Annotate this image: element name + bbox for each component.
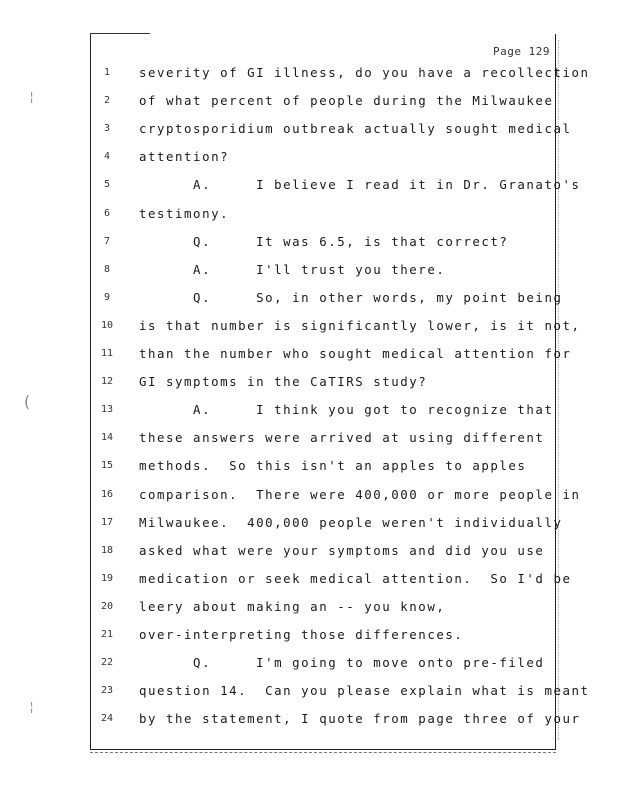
line-number: 17	[100, 516, 114, 528]
transcript-line	[0, 373, 618, 393]
line-number: 15	[100, 460, 114, 472]
line-number: 20	[100, 600, 114, 612]
transcript-line	[0, 345, 618, 365]
line-text: medication or seek medical attention. So I'd be	[139, 570, 572, 586]
transcript-line	[0, 570, 618, 590]
line-number: 3	[103, 123, 111, 135]
line-text: severity of GI illness, do you have a recollection	[139, 65, 590, 80]
scan-artifact-mark: ¦	[28, 90, 36, 104]
transcript-line	[0, 205, 618, 225]
line-number: 12	[100, 376, 114, 388]
line-text: these answers were arrived at using different	[139, 430, 545, 446]
line-text: than the number who sought medical attention for	[139, 346, 572, 361]
line-text: GI symptoms in the CaTIRS study?	[139, 374, 428, 390]
line-number: 10	[100, 319, 114, 331]
line-number: 1	[103, 67, 111, 78]
transcript-line	[0, 317, 618, 337]
transcript-line	[0, 92, 618, 112]
transcript-line	[0, 233, 618, 253]
transcript-line	[0, 682, 618, 702]
line-text: leery about making an -- you know,	[139, 598, 446, 614]
line-number: 19	[100, 572, 114, 584]
line-text: comparison. There were 400,000 or more people in	[139, 486, 581, 502]
line-text: over-interpreting those differences.	[139, 627, 464, 642]
line-number: 21	[100, 629, 114, 640]
page-number: Page 129	[493, 45, 550, 58]
line-number: 5	[103, 179, 111, 191]
line-text: testimony.	[139, 205, 230, 221]
line-text: A. I'll trust you there.	[139, 261, 446, 277]
line-number: 7	[103, 235, 111, 247]
scan-artifact-mark: ¦	[28, 700, 36, 714]
line-number: 22	[100, 657, 114, 669]
line-text: asked what were your symptoms and did you use	[139, 542, 545, 558]
bottom-scan-line	[90, 752, 556, 753]
transcript-line	[0, 429, 618, 449]
transcript-line	[0, 120, 618, 140]
scan-artifact-mark: (	[22, 392, 32, 411]
transcript-line	[0, 261, 618, 281]
line-number: 9	[103, 291, 111, 303]
transcript-line	[0, 401, 618, 421]
line-text: by the statement, I quote from page three of your	[139, 711, 581, 727]
line-number: 13	[100, 404, 114, 416]
line-text: Q. I'm going to move onto pre-filed	[139, 655, 545, 671]
line-text: cryptosporidium outbreak actually sought medical	[139, 121, 572, 137]
line-text: of what percent of people during the Milwaukee	[139, 93, 554, 109]
line-text: Q. It was 6.5, is that correct?	[139, 233, 509, 249]
transcript-line	[0, 148, 618, 168]
transcript-line	[0, 598, 618, 618]
line-text: question 14. Can you please explain what is meant	[139, 683, 590, 699]
line-number: 24	[100, 713, 114, 725]
transcript-line	[0, 542, 618, 562]
transcript-line	[0, 176, 618, 196]
line-number: 11	[100, 348, 114, 359]
transcript-line	[0, 626, 618, 646]
line-number: 14	[100, 432, 114, 444]
transcript-line	[0, 457, 618, 477]
line-number: 23	[100, 685, 114, 697]
line-text: attention?	[139, 149, 230, 165]
transcript-line	[0, 486, 618, 506]
line-number: 4	[103, 151, 111, 163]
line-number: 18	[100, 544, 114, 556]
line-number: 6	[103, 207, 111, 219]
transcript-line	[0, 64, 618, 84]
line-text: Milwaukee. 400,000 people weren't individually	[139, 514, 563, 530]
line-text: methods. So this isn't an apples to apples	[139, 458, 527, 474]
line-text: A. I believe I read it in Dr. Granato's	[139, 177, 581, 193]
transcript-line	[0, 654, 618, 674]
line-text: A. I think you got to recognize that	[139, 402, 554, 418]
line-text: is that number is significantly lower, is it not,	[139, 317, 581, 333]
line-text: Q. So, in other words, my point being	[139, 289, 563, 305]
transcript-line	[0, 710, 618, 730]
transcript-line	[0, 514, 618, 534]
transcript-line	[0, 289, 618, 309]
line-number: 16	[100, 488, 114, 500]
line-number: 2	[103, 95, 111, 107]
line-number: 8	[103, 263, 111, 275]
